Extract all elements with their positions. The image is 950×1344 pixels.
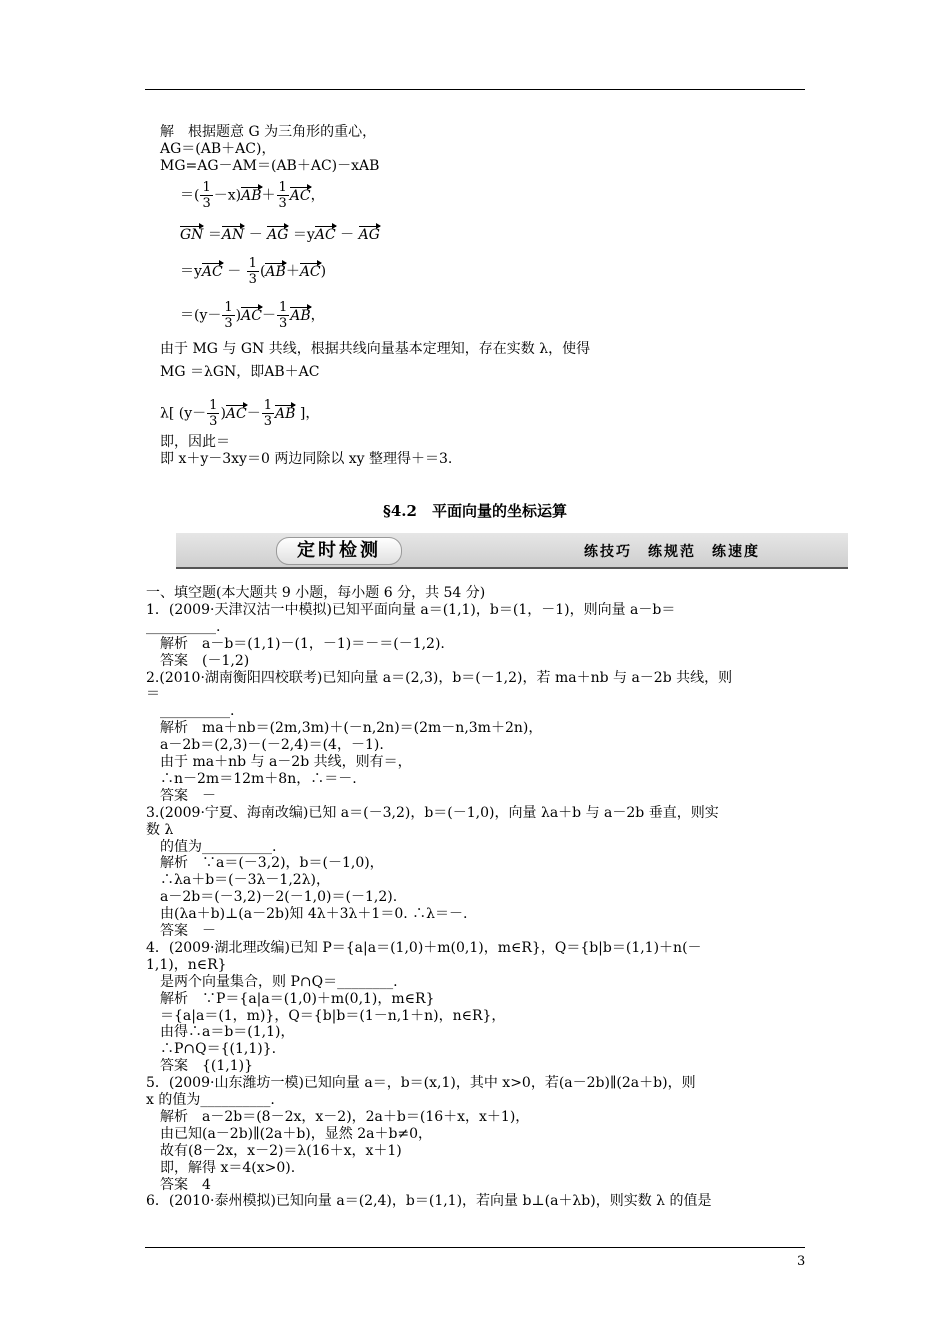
fraction: $\frac{1}{3}$ [202, 180, 211, 211]
exercise-line: 即，解得 x＝4(x>0). [146, 1160, 296, 1176]
exercise-line: 由(λa＋b)⊥(a－2b)知 4λ＋3λ＋1＝0. ∴λ＝－. [146, 906, 468, 922]
vector-ag: AG [267, 227, 289, 243]
vector-ac: AC [241, 307, 262, 324]
solution-line-9: MG ＝λGN，即AB＋AC [160, 364, 320, 380]
exercise-line: ∴n－2m＝12m＋8n，∴＝－. [146, 771, 357, 787]
exercise-line: ＝{a|a＝(1，m)}，Q＝{b|b＝(1－n,1＋n)，n∈R}， [146, 1008, 506, 1024]
vector-ab: AB [265, 263, 286, 280]
fraction: $\frac{1}{3}$ [224, 300, 233, 331]
vector-an: AN [221, 227, 245, 243]
fraction: $\frac{1}{3}$ [263, 398, 273, 429]
fraction: $\frac{1}{3}$ [278, 300, 288, 331]
exercise-line: 解析 ∵P＝{a|a＝(1,0)＋m(0,1)，m∈R} [146, 991, 435, 1007]
exercise-line: 答案 － [146, 923, 216, 939]
vector-ac: AC [201, 263, 223, 280]
solution-line-5: GN ＝AN － AG ＝yAC － AG [180, 227, 380, 243]
vector-ac: AC [225, 405, 247, 422]
exercise-line: 是两个向量集合，则 P∩Q＝________. [146, 974, 398, 990]
exercise-line: 由得∴a＝b＝(1,1)， [146, 1024, 295, 1040]
solution-line-7: ＝(y－ $\frac{1}{3}$ )AC－ $\frac{1}{3}$ AB， [180, 300, 325, 331]
exercise-line: 数 λ [146, 822, 174, 838]
exercise-line: 故有(8－2x，x－2)＝λ(16＋x，x＋1) [146, 1143, 402, 1159]
banner-subtitle: 练技巧 练规范 练速度 [584, 544, 760, 560]
exercise-line: 的值为__________. [146, 839, 277, 855]
exercise-line: x 的值为__________. [146, 1092, 275, 1108]
exercise-line: 答案 (－1,2) [146, 653, 250, 669]
solution-line-12: 即 x＋y－3xy＝0 两边同除以 xy 整理得＋＝3. [160, 451, 453, 467]
exercise-line: 5．(2009·山东潍坊一模)已知向量 a＝，b＝(x,1)，其中 x>0，若(a－2b)∥(2a＋b)，则 [146, 1075, 696, 1091]
vector-ac: AC [289, 187, 311, 204]
fraction: $\frac{1}{3}$ [248, 256, 257, 287]
solution-line-3: MG=AG－AM＝(AB＋AC)－xAB [160, 158, 380, 174]
solution-line-4: ＝( $\frac{1}{3}$ －x)AB＋ $\frac{1}{3}$ AC， [180, 180, 325, 211]
solution-line-2: AG＝(AB＋AC)， [160, 141, 276, 157]
vector-ab: AB [241, 187, 262, 204]
exercise-line: 解析 ma＋nb＝(2m,3m)＋(－n,2n)＝(2m－n,3m＋2n)， [146, 720, 543, 736]
exercise-line: ∴P∩Q＝{(1,1)}. [146, 1041, 277, 1057]
exercise-line: 由于 ma＋nb 与 a－2b 共线，则有＝， [146, 754, 412, 770]
exercise-line: a－2b＝(－3,2)－2(－1,0)＝(－1,2). [146, 889, 398, 905]
vector-ag: AG [358, 227, 380, 243]
exercise-line: 答案 4 [146, 1177, 211, 1193]
vector-ac: AC [299, 263, 321, 280]
exercise-line: a－2b＝(2,3)－(－2,4)＝(4，－1). [146, 737, 384, 753]
fraction: $\frac{1}{3}$ [209, 398, 218, 429]
solution-line-1: 解 根据题意 G 为三角形的重心， [160, 124, 377, 140]
solution-line-6: ＝yAC － $\frac{1}{3}$ (AB＋AC) [180, 256, 327, 287]
exercise-line: __________. [146, 619, 221, 635]
exercise-line: 2.(2010·湖南衡阳四校联考)已知向量 a＝(2,3)，b＝(－1,2)，若 ma＋nb 与 a－2b 共线，则 [146, 670, 733, 686]
exercise-line: 6．(2010·泰州模拟)已知向量 a＝(2,4)，b＝(1,1)，若向量 b⊥(a＋λb)，则实数 λ 的值是 [146, 1193, 712, 1209]
banner-title: 定时检测 [276, 537, 402, 565]
solution-line-8: 由于 MG 与 GN 共线，根据共线向量基本定理知，存在实数 λ，使得 [160, 341, 591, 357]
header-rule [145, 89, 805, 90]
exercise-line: ∴λa＋b＝(－3λ－1,2λ)， [146, 872, 331, 888]
exercise-line: 由已知(a－2b)∥(2a＋b)，显然 2a＋b≠0， [146, 1126, 433, 1142]
exercise-line: 答案 {(1,1)} [146, 1058, 254, 1074]
exercise-line: 3.(2009·宁夏、海南改编)已知 a＝(－3,2)，b＝(－1,0)，向量 λa＋b 与 a－2b 垂直，则实 [146, 805, 719, 821]
exercise-line: 4．(2009·湖北理改编)已知 P＝{a|a＝(1,0)＋m(0,1)，m∈R}，Q＝{b|b＝(1,1)＋n(－ [146, 940, 702, 956]
exercise-line: 一、填空题(本大题共 9 小题，每小题 6 分，共 54 分) [146, 585, 486, 601]
solution-line-11: 即，因此＝ [160, 434, 230, 450]
vector-ab: AB [275, 405, 296, 422]
footer-rule [145, 1247, 805, 1248]
exercise-line: 答案 － [146, 788, 216, 804]
fraction: $\frac{1}{3}$ [278, 180, 287, 211]
exercise-line: 解析 ∵a＝(－3,2)，b＝(－1,0)， [146, 855, 384, 871]
vector-ab: AB [290, 307, 311, 324]
exercise-line: __________. [146, 703, 235, 719]
exercise-line: 1,1)，n∈R} [146, 957, 227, 973]
exercise-line: ＝ [146, 686, 160, 702]
page-number: 3 [797, 1254, 806, 1269]
vector-gn: GN [180, 227, 204, 243]
banner [176, 533, 848, 569]
vector-ac: AC [314, 227, 336, 243]
exercise-line: 1．(2009·天津汉沽一中模拟)已知平面向量 a＝(1,1)，b＝(1，－1)，则向量 a－b＝ [146, 602, 676, 618]
exercise-line: 解析 a－2b＝(8－2x，x－2)，2a＋b＝(16＋x，x＋1)， [146, 1109, 530, 1125]
exercise-line: 解析 a－b＝(1,1)－(1，－1)＝－＝(－1,2). [146, 636, 445, 652]
section-title: §4.2 平面向量的坐标运算 [383, 502, 567, 520]
solution-line-10: λ[ (y－ $\frac{1}{3}$ )AC－ $\frac{1}{3}$ AB ]， [160, 398, 320, 429]
